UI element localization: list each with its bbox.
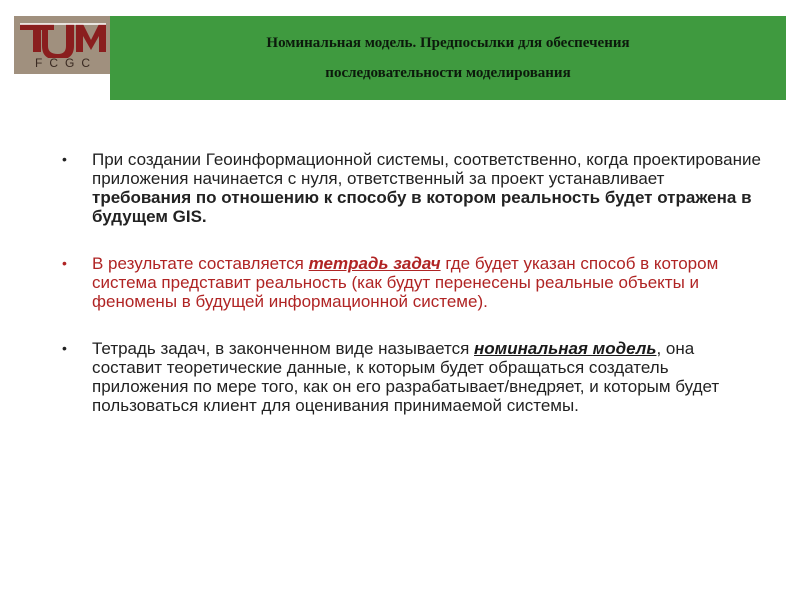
bullet-1-bold-text: требования по отношению к способу в котором реальность будет отражена в будущем GIS. <box>92 188 752 226</box>
bullet-dot-icon: • <box>62 151 67 167</box>
term-task-book: тетрадь задач <box>308 254 441 273</box>
bullet-1-text: При создании Геоинформационной системы, соответственно, когда проектирование приложения начинается с нуля, ответственный за проект устанавливает <box>92 150 761 188</box>
bullet-3-text-after: , она составит теоретические данные, к которым будет обращаться создатель приложения по мере того, как он его разрабатывает/внедряет, и которым будет пользоваться клиент для оценивания принимаемой системы. <box>92 339 720 415</box>
slide-content <box>62 150 762 443</box>
logo-letters: FCGC <box>35 56 97 70</box>
bullet-dot-icon: • <box>62 340 67 356</box>
bullet-3-text-before: Тетрадь задач, в законченном виде называется <box>92 339 474 358</box>
company-logo <box>14 16 112 74</box>
bullet-item-2 <box>62 254 762 311</box>
page-title-line2: последовательности моделирования <box>325 65 571 81</box>
bullet-dot-icon: • <box>62 255 67 271</box>
bullet-item-3 <box>62 339 762 415</box>
term-nominal-model: номинальная модель <box>474 339 657 358</box>
page-title-line1: Номинальная модель. Предпосылки для обеспечения <box>266 35 630 51</box>
bullet-2-text-before: В результате составляется <box>92 254 309 273</box>
bullet-item-1 <box>62 150 762 226</box>
title-banner <box>110 16 786 100</box>
bullet-2-text-after: где будет указан способ в котором система представит реальность (как будут перенесены реальные объекты и феномены в будущей информационной системе). <box>92 254 719 311</box>
logo-monogram-icon <box>14 16 112 58</box>
